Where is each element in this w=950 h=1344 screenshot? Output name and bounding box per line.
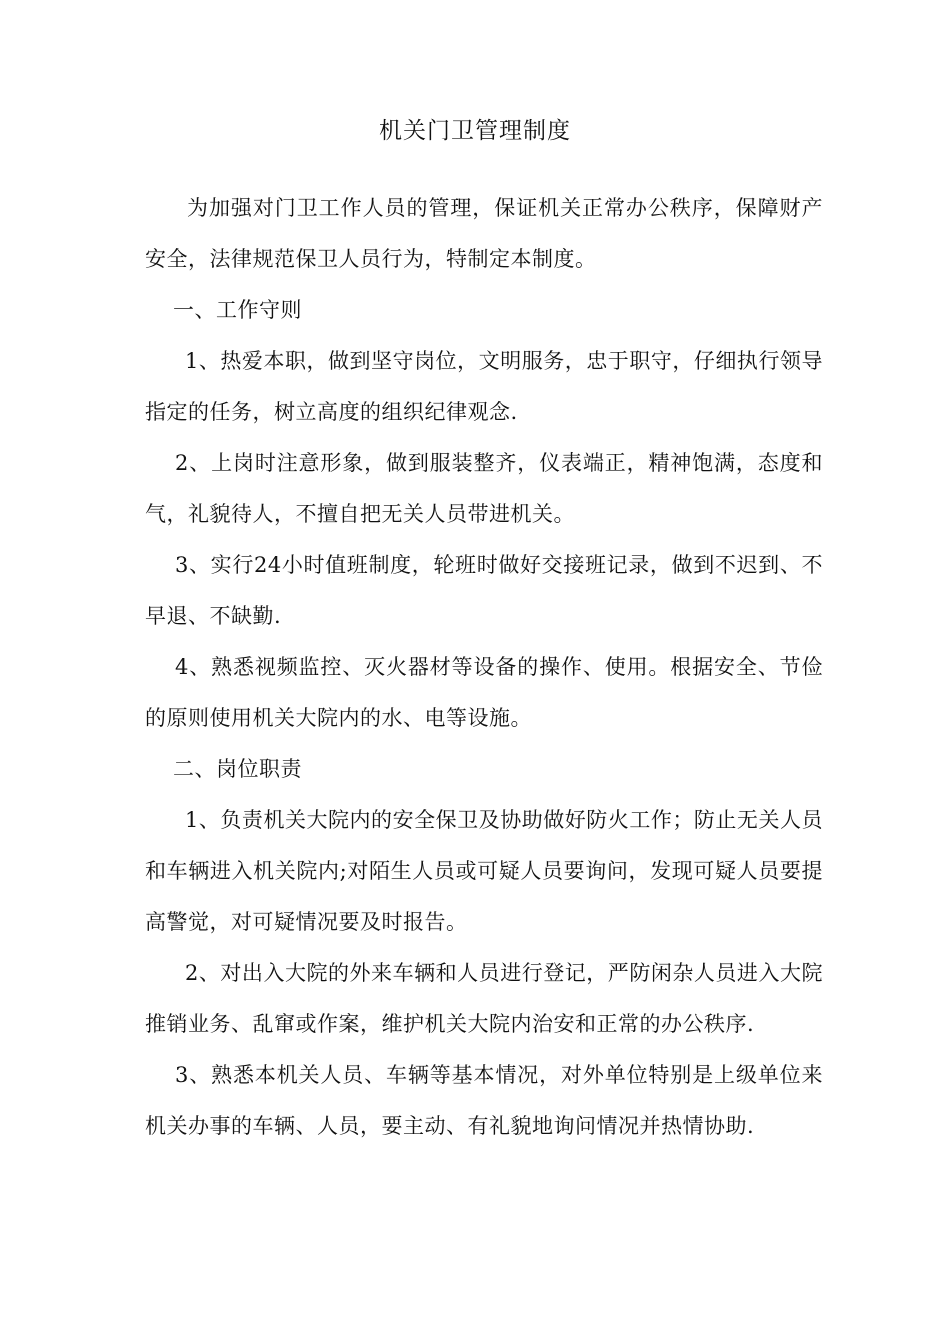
work-rule-4: 4、熟悉视频监控、灭火器材等设备的操作、使用。根据安全、节俭的原则使用机关大院内的水、电等设施。	[145, 655, 823, 730]
duty-2: 2、对出入大院的外来车辆和人员进行登记，严防闲杂人员进入大院推销业务、乱窜或作案，维护机关大院内治安和正常的办公秩序.	[145, 961, 823, 1036]
document-title: 机关门卫管理制度	[379, 118, 571, 144]
work-rule-3: 3、实行24小时值班制度，轮班时做好交接班记录，做到不迟到、不早退、不缺勤.	[145, 553, 823, 628]
section-heading-work-rules: 一、工作守则	[173, 298, 302, 322]
work-rule-1: 1、热爱本职，做到坚守岗位，文明服务，忠于职守，仔细执行领导指定的任务，树立高度的组织纪律观念.	[145, 349, 823, 424]
intro-paragraph: 为加强对门卫工作人员的管理，保证机关正常办公秩序，保障财产安全，法律规范保卫人员行为，特制定本制度。	[145, 196, 823, 271]
duty-3: 3、熟悉本机关人员、车辆等基本情况，对外单位特别是上级单位来机关办事的车辆、人员，要主动、有礼貌地询问情况并热情协助.	[145, 1063, 823, 1138]
document-body	[145, 183, 823, 1152]
duty-1: 1、负责机关大院内的安全保卫及协助做好防火工作；防止无关人员和车辆进入机关院内;对陌生人员或可疑人员要询问，发现可疑人员要提高警觉，对可疑情况要及时报告。	[145, 808, 823, 934]
work-rule-2: 2、上岗时注意形象，做到服装整齐，仪表端正，精神饱满，态度和气，礼貌待人，不擅自把无关人员带进机关。	[145, 451, 823, 526]
section-heading-duties: 二、岗位职责	[173, 757, 302, 781]
